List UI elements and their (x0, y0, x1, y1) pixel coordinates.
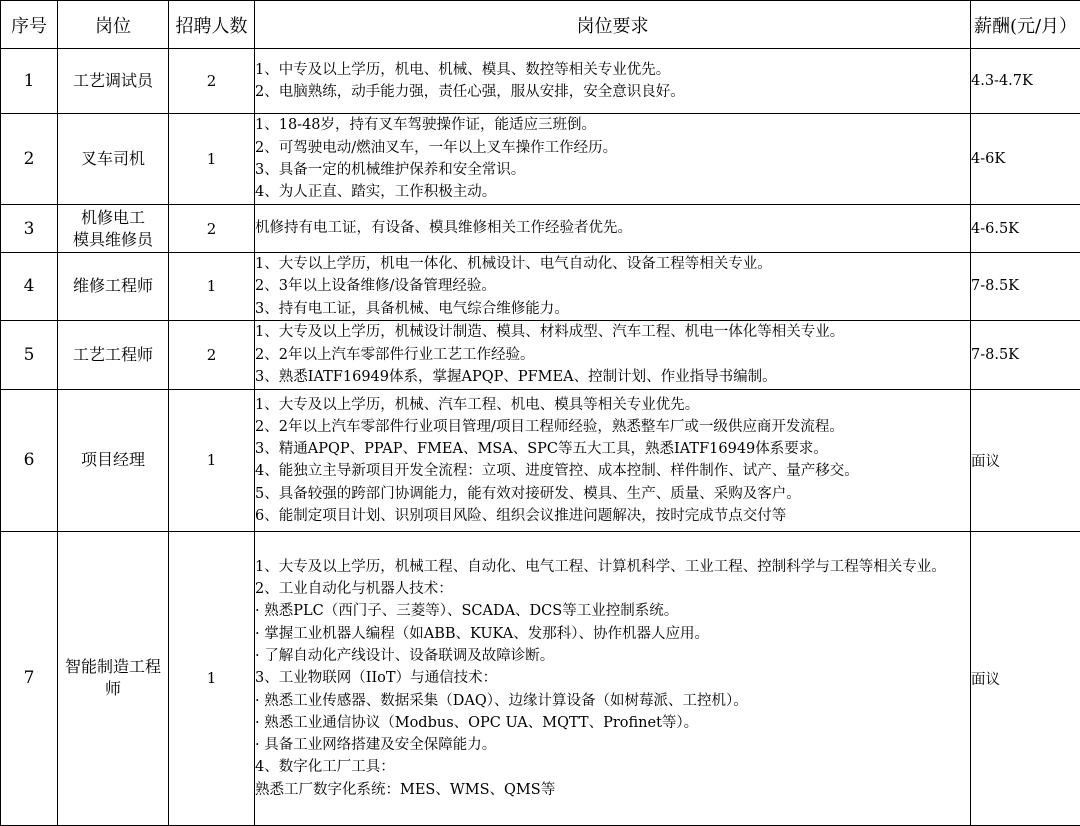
requirement-line: · 熟悉工业传感器、数据采集（DAQ）、边缘计算设备（如树莓派、工控机）。 (255, 690, 970, 712)
cell-count: 1 (169, 253, 255, 321)
requirement-line: 2、可驾驶电动/燃油叉车，一年以上叉车操作工作经历。 (255, 137, 970, 159)
requirement-line: 1、18-48岁，持有叉车驾驶操作证，能适应三班倒。 (255, 114, 970, 136)
header-position: 岗位 (58, 1, 169, 49)
header-row (1, 1, 1080, 49)
cell-position: 智能制造工程师 (58, 531, 169, 825)
requirement-line: 3、具备一定的机械维护保养和安全常识。 (255, 159, 970, 181)
cell-count: 1 (169, 114, 255, 205)
cell-requirements (255, 320, 971, 389)
requirement-line: · 掌握工业机器人编程（如ABB、KUKA、发那科）、协作机器人应用。 (255, 623, 970, 645)
requirement-line: 3、熟悉IATF16949体系，掌握APQP、PFMEA、控制计划、作业指导书编制。 (255, 366, 970, 388)
requirement-line: 6、能制定项目计划、识别项目风险、组织会议推进问题解决，按时完成节点交付等 (255, 505, 970, 527)
table-row (1, 389, 1080, 531)
requirement-line: 2、2年以上汽车零部件行业项目管理/项目工程师经验，熟悉整车厂或一级供应商开发流程。 (255, 416, 970, 438)
cell-no: 7 (1, 531, 58, 825)
cell-salary: 7-8.5K (971, 253, 1080, 321)
cell-salary: 面议 (971, 389, 1080, 531)
cell-position: 维修工程师 (58, 253, 169, 321)
requirement-line: · 了解自动化产线设计、设备联调及故障诊断。 (255, 645, 970, 667)
cell-requirements (255, 253, 971, 321)
cell-count: 1 (169, 531, 255, 825)
requirement-line: 2、电脑熟练，动手能力强，责任心强，服从安排，安全意识良好。 (255, 81, 970, 103)
requirement-line: 2、3年以上设备维修/设备管理经验。 (255, 275, 970, 297)
cell-position: 叉车司机 (58, 114, 169, 205)
cell-no: 6 (1, 389, 58, 531)
cell-position: 工艺调试员 (58, 49, 169, 114)
table-row (1, 531, 1080, 825)
requirement-line: 1、中专及以上学历，机电、机械、模具、数控等相关专业优先。 (255, 59, 970, 81)
header-salary: 薪酬(元/月） (971, 1, 1080, 49)
header-requirements: 岗位要求 (255, 1, 971, 49)
cell-requirements (255, 389, 971, 531)
table-body (1, 49, 1080, 826)
requirement-line: 1、大专以上学历，机电一体化、机械设计、电气自动化、设备工程等相关专业。 (255, 253, 970, 275)
cell-count: 2 (169, 49, 255, 114)
cell-salary: 4-6K (971, 114, 1080, 205)
table-row (1, 320, 1080, 389)
requirement-line: 1、大专及以上学历，机械工程、自动化、电气工程、计算机科学、工业工程、控制科学与工程等相关专业。 (255, 556, 970, 578)
requirement-line: 5、具备较强的跨部门协调能力，能有效对接研发、模具、生产、质量、采购及客户。 (255, 483, 970, 505)
cell-no: 2 (1, 114, 58, 205)
table-row (1, 253, 1080, 321)
cell-position: 项目经理 (58, 389, 169, 531)
table-row (1, 114, 1080, 205)
cell-salary: 面议 (971, 531, 1080, 825)
cell-requirements (255, 205, 971, 253)
table-row (1, 49, 1080, 114)
cell-count: 2 (169, 205, 255, 253)
requirement-line: 3、工业物联网（IIoT）与通信技术： (255, 667, 970, 689)
cell-position: 工艺工程师 (58, 320, 169, 389)
cell-no: 1 (1, 49, 58, 114)
cell-count: 1 (169, 389, 255, 531)
cell-salary: 7-8.5K (971, 320, 1080, 389)
cell-no: 4 (1, 253, 58, 321)
requirement-line: 3、精通APQP、PPAP、FMEA、MSA、SPC等五大工具，熟悉IATF16949体系要求。 (255, 438, 970, 460)
cell-no: 3 (1, 205, 58, 253)
requirement-line: · 熟悉工业通信协议（Modbus、OPC UA、MQTT、Profinet等）。 (255, 712, 970, 734)
header-count: 招聘人数 (169, 1, 255, 49)
requirement-line: 4、数字化工厂工具： (255, 756, 970, 778)
cell-requirements (255, 114, 971, 205)
requirement-line: · 熟悉PLC（西门子、三菱等）、SCADA、DCS等工业控制系统。 (255, 600, 970, 622)
requirement-line: 1、大专及以上学历，机械设计制造、模具、材料成型、汽车工程、机电一体化等相关专业。 (255, 321, 970, 343)
cell-no: 5 (1, 320, 58, 389)
cell-salary: 4.3-4.7K (971, 49, 1080, 114)
requirement-line: 4、为人正直、踏实，工作积极主动。 (255, 181, 970, 203)
requirement-line: · 具备工业网络搭建及安全保障能力。 (255, 734, 970, 756)
cell-requirements (255, 531, 971, 825)
requirement-line: 4、能独立主导新项目开发全流程：立项、进度管控、成本控制、样件制作、试产、量产移交。 (255, 460, 970, 482)
header-no: 序号 (1, 1, 58, 49)
cell-count: 2 (169, 320, 255, 389)
requirement-line: 熟悉工厂数字化系统：MES、WMS、QMS等 (255, 779, 970, 801)
cell-salary: 4-6.5K (971, 205, 1080, 253)
cell-position: 机修电工 模具维修员 (58, 205, 169, 253)
cell-requirements (255, 49, 971, 114)
requirement-line: 3、持有电工证，具备机械、电气综合维修能力。 (255, 298, 970, 320)
requirement-line: 2、工业自动化与机器人技术： (255, 578, 970, 600)
requirement-line: 2、2年以上汽车零部件行业工艺工作经验。 (255, 344, 970, 366)
requirement-line: 机修持有电工证，有设备、模具维修相关工作经验者优先。 (255, 217, 970, 239)
table-row (1, 205, 1080, 253)
requirement-line: 1、大专及以上学历，机械、汽车工程、机电、模具等相关专业优先。 (255, 394, 970, 416)
